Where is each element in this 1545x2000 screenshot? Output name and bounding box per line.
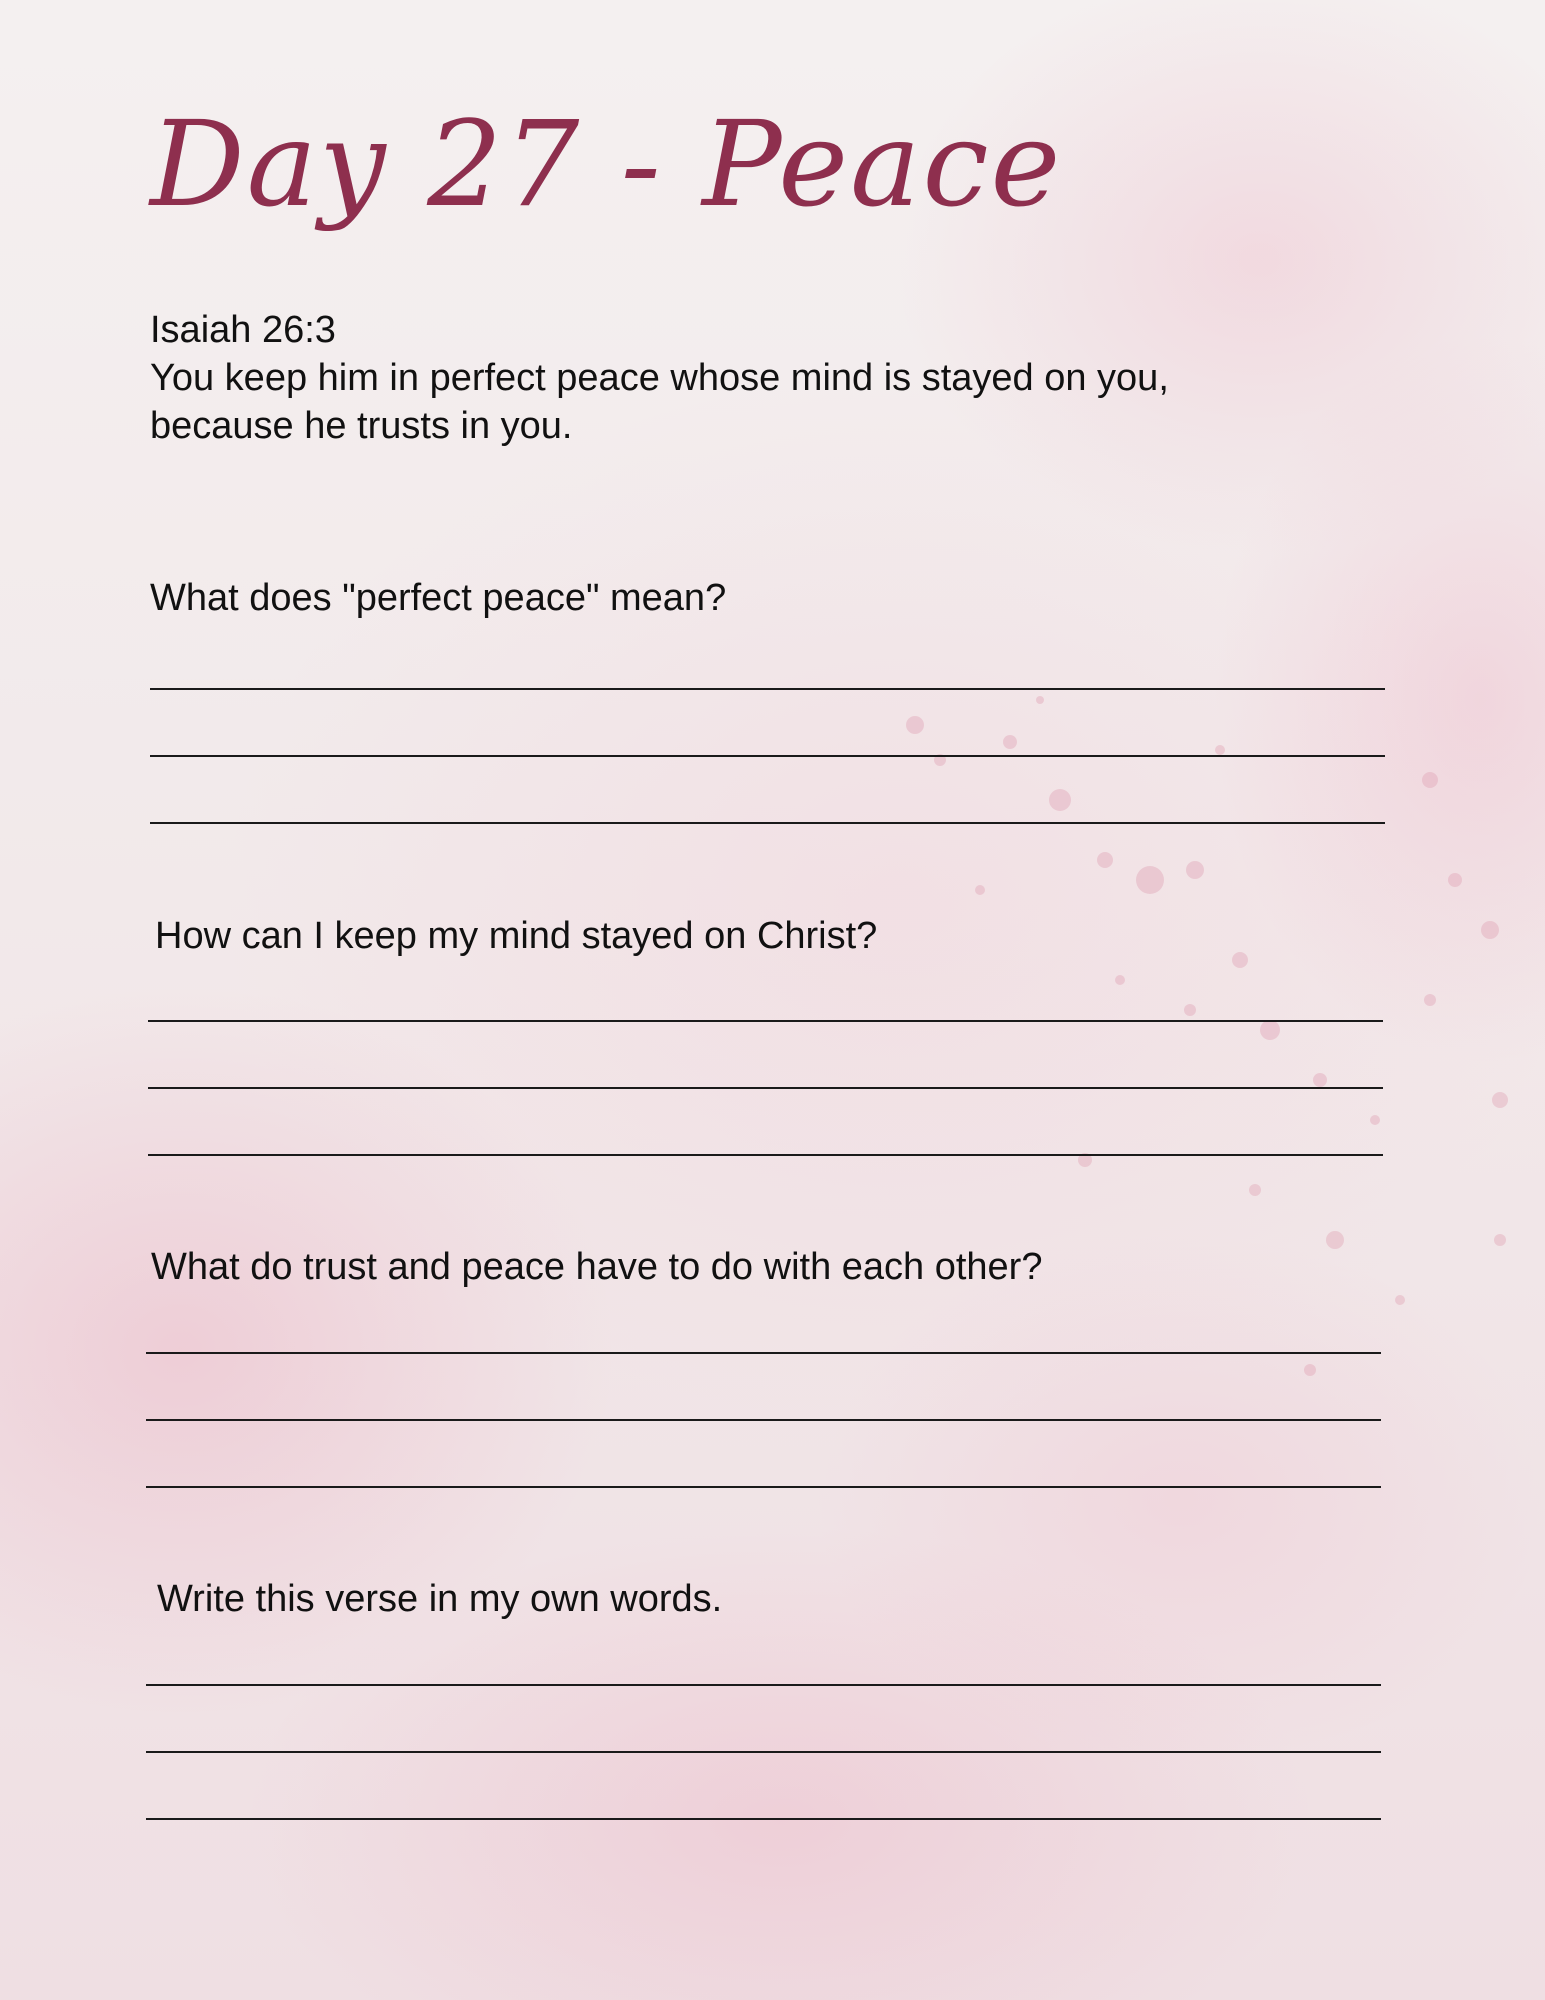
answer-line[interactable]: [150, 822, 1385, 824]
answer-line[interactable]: [148, 1020, 1383, 1022]
answer-line[interactable]: [146, 1419, 1381, 1421]
question-2: How can I keep my mind stayed on Christ?: [155, 915, 878, 957]
page-title: Day 27 - Peace: [150, 95, 1063, 233]
answer-line[interactable]: [150, 755, 1385, 757]
answer-line[interactable]: [146, 1818, 1381, 1820]
answer-line[interactable]: [146, 1486, 1381, 1488]
question-1: What does "perfect peace" mean?: [150, 577, 727, 619]
question-3: What do trust and peace have to do with each other?: [151, 1246, 1043, 1288]
answer-line[interactable]: [150, 688, 1385, 690]
verse-text-line-2: because he trusts in you.: [150, 405, 573, 447]
scripture-block: [150, 306, 1350, 450]
verse-reference: Isaiah 26:3: [150, 309, 336, 351]
answer-line[interactable]: [148, 1154, 1383, 1156]
answer-line[interactable]: [146, 1684, 1381, 1686]
verse-text-line-1: You keep him in perfect peace whose mind is stayed on you,: [150, 357, 1169, 399]
question-4: Write this verse in my own words.: [157, 1578, 723, 1620]
answer-line[interactable]: [146, 1751, 1381, 1753]
answer-line[interactable]: [148, 1087, 1383, 1089]
answer-line[interactable]: [146, 1352, 1381, 1354]
